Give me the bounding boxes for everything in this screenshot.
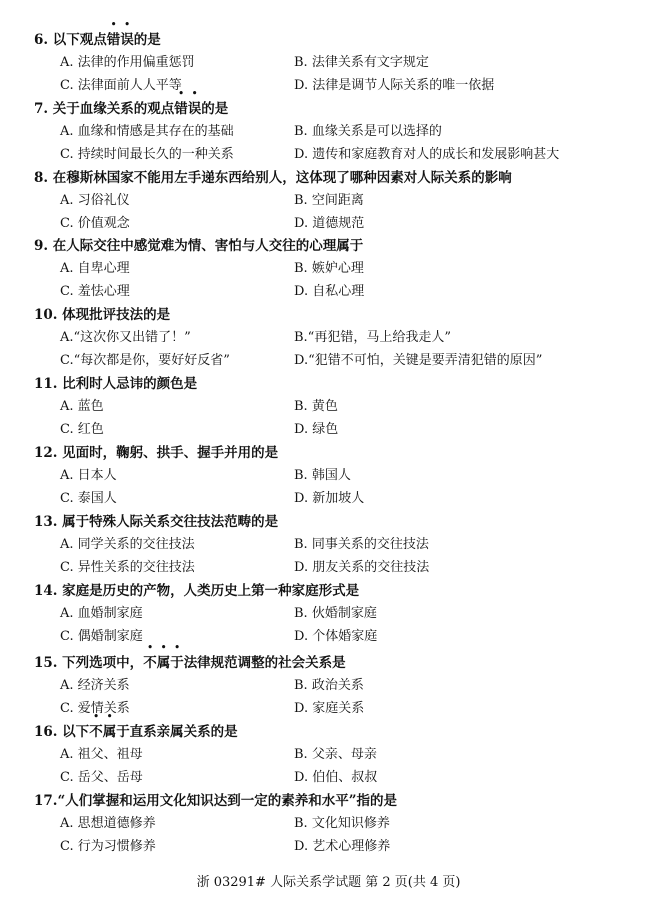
question-stem: 8. 在穆斯林国家不能用左手递东西给别人，这体现了哪种因素对人际关系的影响 <box>34 170 512 186</box>
option-c: C. 红色 <box>60 422 104 437</box>
option-a: A. 血婚制家庭 <box>60 606 143 621</box>
option-d: D. 朋友关系的交往技法 <box>294 560 430 575</box>
option-a: A. 日本人 <box>60 468 117 483</box>
question-stem: 7. 关于血缘关系的观点错误的是 <box>34 101 229 117</box>
option-a: A. 思想道德修养 <box>60 816 156 831</box>
option-c: C. 价值观念 <box>60 216 130 231</box>
option-c: C. 岳父、岳母 <box>60 770 143 785</box>
option-b: B. 血缘关系是可以选择的 <box>294 124 442 139</box>
option-a: A. 同学关系的交往技法 <box>60 537 195 552</box>
question-stem: 12. 见面时，鞠躬、拱手、握手并用的是 <box>34 445 279 461</box>
question-stem: 15. 下列选项中，不属于法律规范调整的社会关系是 <box>34 655 346 671</box>
option-c: C. 法律面前人人平等 <box>60 78 182 93</box>
option-a: A. 蓝色 <box>60 399 104 414</box>
question-stem: 10. 体现批评技法的是 <box>34 307 171 323</box>
option-a: A. 习俗礼仪 <box>60 193 130 208</box>
option-d: D. 道德规范 <box>294 216 365 231</box>
page-footer: 浙 03291# 人际关系学试题 第 2 页(共 4 页) <box>196 875 461 890</box>
option-c: C.“每次都是你，要好好反省” <box>60 353 230 368</box>
option-d: D.“犯错不可怕，关键是要弄清犯错的原因” <box>294 353 543 368</box>
option-c: C. 行为习惯修养 <box>60 839 156 854</box>
question-stem: 13. 属于特殊人际关系交往技法范畴的是 <box>34 514 279 530</box>
option-b: B. 空间距离 <box>294 193 364 208</box>
option-b: B. 韩国人 <box>294 468 351 483</box>
option-a: A. 祖父、祖母 <box>60 747 143 762</box>
option-c: C. 羞怯心理 <box>60 284 130 299</box>
question-stem: 9. 在人际交往中感觉难为情、害怕与人交往的心理属于 <box>34 238 364 254</box>
option-b: B. 政治关系 <box>294 678 364 693</box>
option-b: B. 伙婚制家庭 <box>294 606 377 621</box>
question-stem: 16. 以下不属于直系亲属关系的是 <box>34 724 238 740</box>
option-d: D. 绿色 <box>294 422 339 437</box>
option-c: C. 泰国人 <box>60 491 117 506</box>
option-c: C. 持续时间最长久的一种关系 <box>60 147 234 162</box>
option-b: B. 黄色 <box>294 399 338 414</box>
option-d: D. 伯伯、叔叔 <box>294 770 378 785</box>
option-b: B.“再犯错，马上给我走人” <box>294 330 451 345</box>
option-d: D. 遗传和家庭教育对人的成长和发展影响甚大 <box>294 147 560 162</box>
option-a: A. 法律的作用偏重惩罚 <box>60 55 195 70</box>
question-stem: 6. 以下观点错误的是 <box>34 32 161 48</box>
option-b: B. 嫉妒心理 <box>294 261 364 276</box>
option-b: B. 文化知识修养 <box>294 816 390 831</box>
question-stem: 11. 比利时人忌讳的颜色是 <box>34 376 198 392</box>
question-stem: 17.“人们掌握和运用文化知识达到一定的素养和水平”指的是 <box>34 793 398 809</box>
option-a: A. 经济关系 <box>60 678 130 693</box>
option-a: A.“这次你又出错了！” <box>60 330 191 345</box>
option-b: B. 法律关系有文字规定 <box>294 55 429 70</box>
option-a: A. 血缘和情感是其存在的基础 <box>60 124 234 139</box>
option-c: C. 爱情关系 <box>60 701 130 716</box>
option-c: C. 偶婚制家庭 <box>60 629 143 644</box>
option-b: B. 同事关系的交往技法 <box>294 537 429 552</box>
option-a: A. 自卑心理 <box>60 261 130 276</box>
option-d: D. 个体婚家庭 <box>294 629 378 644</box>
option-d: D. 自私心理 <box>294 284 365 299</box>
option-d: D. 新加坡人 <box>294 491 365 506</box>
option-d: D. 艺术心理修养 <box>294 839 391 854</box>
option-d: D. 法律是调节人际关系的唯一依据 <box>294 78 495 93</box>
option-d: D. 家庭关系 <box>294 701 365 716</box>
option-c: C. 异性关系的交往技法 <box>60 560 195 575</box>
option-b: B. 父亲、母亲 <box>294 747 377 762</box>
question-stem: 14. 家庭是历史的产物，人类历史上第一种家庭形式是 <box>34 583 360 599</box>
